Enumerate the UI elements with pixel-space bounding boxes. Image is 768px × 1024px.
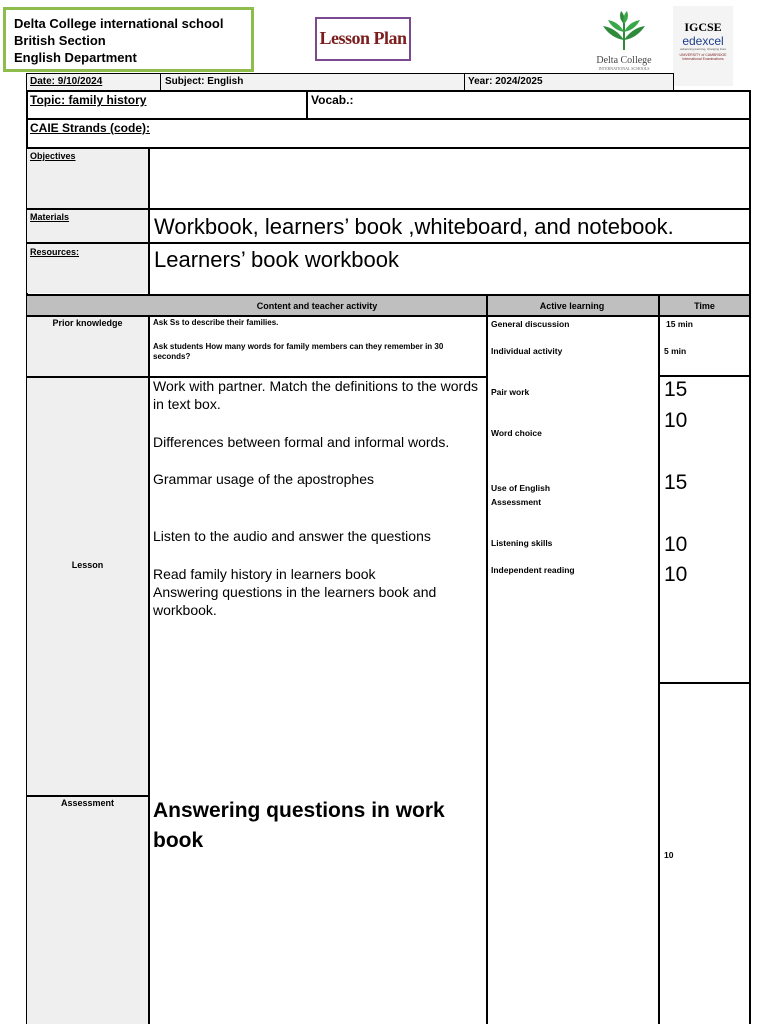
divider [160,73,161,91]
edexcel-logo: edexcel [682,34,724,48]
assessment-content: Answering questions in work book [153,799,445,852]
lesson-time-1: 15 [664,378,688,401]
objectives-label: Objectives [30,151,76,161]
igcse-logo: IGCSE [684,20,722,34]
lesson-time-5: 10 [664,563,688,586]
divider [658,294,660,1024]
divider [26,118,751,120]
edexcel-tagline: advancing learning, changing lives [680,47,726,51]
school-name: Delta College international school [14,16,224,31]
strands-field: CAIE Strands (code): [30,121,151,135]
school-section: British Section [14,33,106,48]
assessment-label: Assessment [60,798,115,808]
plant-logo-icon [599,10,649,52]
prior-content-2: Ask students How many words for family members can they remember in 30 seconds? [153,342,444,361]
lesson-label: Lesson [71,560,104,570]
lesson-content-1: Work with partner. Match the definitions to the words in text box. [153,378,479,412]
subject-field: Subject: English [165,76,244,87]
school-info-box [3,7,254,72]
lesson-active-3: Use of English [491,483,551,493]
lesson-content-5: Read family history in learners book [153,566,376,582]
assessment-time: 10 [664,850,674,860]
logo-subtext: INTERNATIONAL SCHOOLS [598,66,650,71]
cambridge-logo: UNIVERSITY of CAMBRIDGE International Examinations [679,53,727,61]
prior-content-1: Ask Ss to describe their families. [153,318,279,327]
school-department: English Department [14,50,137,65]
delta-college-logo [578,10,670,78]
prior-label: Prior knowledge [52,318,123,328]
divider [148,147,150,294]
materials-label: Materials [30,212,70,222]
lesson-content-2: Differences between formal and informal words. [153,434,450,450]
active-header: Active learning [539,301,605,311]
divider [26,90,751,92]
resources-value: Learners’ book workbook [154,247,399,272]
lesson-time-2: 10 [664,409,688,432]
lesson-time-3: 15 [664,471,688,494]
prior-time-1: 15 min [666,319,693,329]
date-field: Date: 9/10/2024 [30,76,103,87]
lesson-time-4: 10 [664,533,688,556]
divider [486,294,488,1024]
lesson-active-5: Listening skills [491,538,553,548]
resources-label: Resources: [30,247,80,257]
exam-board-logos [673,6,733,86]
content-header: Content and teacher activity [256,301,378,311]
prior-time-2: 5 min [664,346,687,356]
divider [464,73,465,91]
vocab-field: Vocab.: [311,93,354,107]
divider [26,242,751,244]
lesson-content-4: Listen to the audio and answer the questions [153,528,431,544]
divider [306,90,308,118]
lesson-plan-title: Lesson Plan [319,28,407,48]
border [749,90,751,1024]
lesson-plan-title-box [315,17,411,61]
lesson-active-1: Pair work [491,387,530,397]
divider [658,375,751,377]
lesson-active-6: Independent reading [491,565,575,575]
logo-text: Delta College [596,55,652,66]
materials-value: Workbook, learners’ book ,whiteboard, and notebook. [154,214,674,239]
prior-active-1: General discussion [491,319,570,329]
divider [148,315,150,1024]
topic-field: Topic: family history [30,93,147,107]
prior-active-2: Individual activity [491,346,563,356]
lesson-content-6: Answering questions in the learners book and workbook. [153,584,437,618]
lesson-active-2: Word choice [491,428,542,438]
date-row [26,73,674,91]
year-field: Year: 2024/2025 [468,76,543,87]
time-header: Time [694,301,715,311]
lesson-label-cell [27,378,148,795]
lesson-content-3: Grammar usage of the apostrophes [153,471,375,487]
assessment-label-cell [27,797,148,1024]
lesson-active-4: Assessment [491,497,542,507]
divider [26,208,751,210]
divider [658,682,751,684]
